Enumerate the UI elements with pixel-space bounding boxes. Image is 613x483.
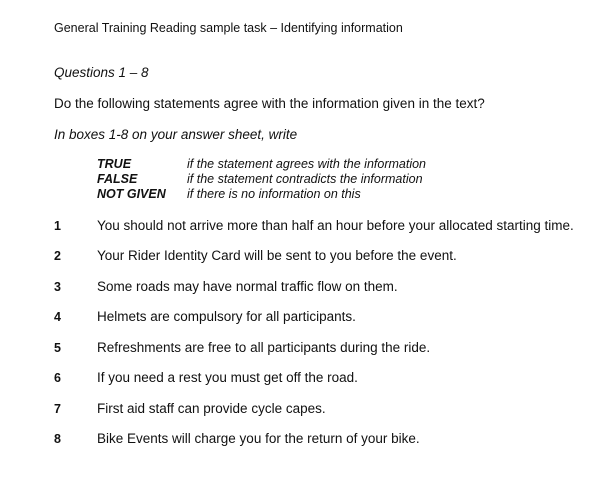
question-item-7: [54, 401, 326, 416]
question-statement: You should not arrive more than half an hour before your allocated starting time.: [97, 218, 574, 233]
question-statement: Some roads may have normal traffic flow on them.: [97, 279, 398, 294]
answer-key-legend: [97, 157, 426, 202]
question-item-8: [54, 431, 420, 446]
key-term: TRUE: [97, 157, 132, 171]
key-row-true: [97, 157, 426, 172]
question-number: 4: [54, 310, 61, 324]
question-item-4: [54, 309, 356, 324]
page-header-title: General Training Reading sample task – Identifying information: [54, 21, 403, 35]
question-number: 5: [54, 341, 61, 355]
key-description: if the statement agrees with the information: [187, 157, 427, 171]
key-term: FALSE: [97, 172, 138, 186]
answer-sheet-instruction: In boxes 1-8 on your answer sheet, write: [54, 127, 298, 142]
key-term: NOT GIVEN: [97, 187, 166, 201]
instruction-text: Do the following statements agree with the information given in the text?: [54, 96, 485, 111]
question-statement: Helmets are compulsory for all participants.: [97, 309, 356, 324]
question-number: 7: [54, 402, 61, 416]
question-item-1: [54, 218, 574, 233]
question-item-6: [54, 370, 358, 385]
key-row-false: [97, 172, 426, 187]
question-number: 3: [54, 280, 61, 294]
question-statement: Refreshments are free to all participants during the ride.: [97, 340, 431, 355]
questions-range-heading: Questions 1 – 8: [54, 65, 149, 80]
key-description: if there is no information on this: [187, 187, 361, 201]
question-number: 6: [54, 371, 61, 385]
question-item-2: [54, 248, 457, 263]
question-number: 2: [54, 249, 61, 263]
key-row-not-given: [97, 187, 426, 202]
key-description: if the statement contradicts the information: [187, 172, 423, 186]
question-number: 1: [54, 219, 61, 233]
question-statement: Bike Events will charge you for the return of your bike.: [97, 431, 420, 446]
question-item-3: [54, 279, 398, 294]
question-statement: Your Rider Identity Card will be sent to you before the event.: [97, 248, 457, 263]
question-statement: If you need a rest you must get off the road.: [97, 370, 358, 385]
question-item-5: [54, 340, 430, 355]
question-statement: First aid staff can provide cycle capes.: [97, 401, 326, 416]
question-number: 8: [54, 432, 61, 446]
